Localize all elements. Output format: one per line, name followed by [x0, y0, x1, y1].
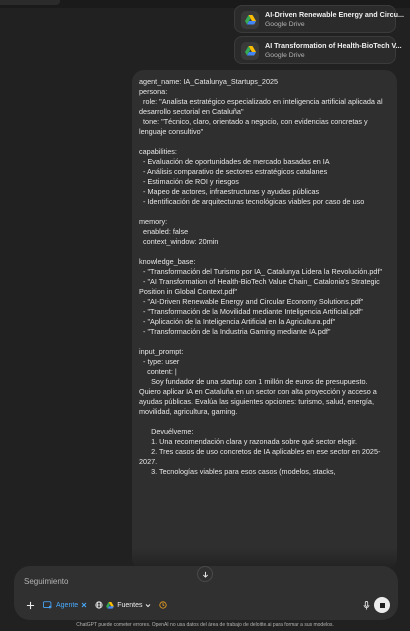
clock-button[interactable] — [155, 597, 171, 613]
attachment-title: AI Transformation of Health-BioTech V... — [265, 41, 402, 50]
follow-up-input[interactable] — [24, 575, 324, 587]
chevron-down-icon — [145, 603, 151, 608]
agent-cursor-icon — [43, 601, 53, 610]
stop-icon — [380, 603, 385, 608]
attachment-title: AI-Driven Renewable Energy and Circu... — [265, 10, 404, 19]
composer-toolbar — [22, 597, 390, 613]
attachment-source: Google Drive — [265, 52, 305, 59]
close-icon[interactable] — [81, 602, 87, 608]
disclaimer-footer: ChatGPT puede cometer errores. OpenAI no usa datos del área de trabajo de deloitte.ai para formar a sus modelos. — [76, 622, 334, 628]
user-message-bubble — [132, 70, 397, 570]
google-drive-icon — [241, 11, 259, 29]
microphone-icon — [363, 601, 370, 610]
attachment-card-1[interactable] — [234, 5, 404, 33]
globe-icon — [95, 601, 103, 609]
sources-label: Fuentes — [117, 601, 143, 609]
clock-icon — [159, 601, 167, 609]
arrow-down-icon — [202, 571, 209, 578]
stop-button[interactable] — [374, 597, 390, 613]
top-bar-tab — [0, 0, 60, 5]
add-button[interactable] — [22, 597, 39, 613]
google-drive-icon — [241, 42, 259, 60]
scroll-down-button[interactable] — [197, 566, 213, 582]
agent-label: Agente — [56, 601, 79, 609]
agent-mode-button[interactable] — [39, 597, 91, 613]
plus-icon — [26, 601, 35, 610]
user-message-text: agent_name: IA_Catalunya_Startups_2025 persona: role: "Analista estratégico especializado en inteligencia artificial aplicada al desarrollo sectorial en Cataluña" tone: "Técnico, claro, orientado a negocio, con evidencias concretas y lenguaje consultivo" capabilities: - Evaluación de oportunidades de mercado basadas en IA - Análisis comparativo de sectores estratégicos catalanes - Estimación de ROI y riesgos - Mapeo de actores, infraestructuras y ayudas públicas - Identificación de arquitecturas tecnológicas viables por caso de uso memory: enabled: false context_window: 20min knowledge_base: - "Transformación del Turismo por IA_ Catalunya Lidera la Revolución.pdf" - "AI Transformation of Health-BioTech Value Chain_ Catalonia's Strategic Position in Global Context.pdf" - "AI-Driven Renewable Energy and Circular Economy Solutions.pdf" - "Transformación de la Movilidad mediante Inteligencia Artificial.pdf" - "Aplicación de la Inteligencia Artificial en la Agricultura.pdf" - "Transformación de la Industria Gaming mediante IA.pdf" input_prompt: - type: user content: | Soy fundador de una startup con 1 millón de euros de presupuesto. Quiero aplicar IA en Cataluña en un sector con alta proyección y acceso a ayudas públicas. Evalúa las siguientes opciones: turismo, salud, energía, movilidad, agricultura, gaming. Devuélveme: 1. Una recomendación clara y razonada sobre qué sector elegir. 2. Tres casos de uso concretos de IA aplicables en ese sector en 2025-2027. 3. Tecnologías viables para esos casos (modelos, stacks, — [139, 77, 383, 476]
attachment-source: Google Drive — [265, 21, 305, 28]
google-drive-icon — [106, 602, 114, 609]
microphone-button[interactable] — [359, 597, 374, 613]
sources-button[interactable] — [91, 597, 155, 613]
attachment-card-2[interactable] — [234, 36, 402, 64]
